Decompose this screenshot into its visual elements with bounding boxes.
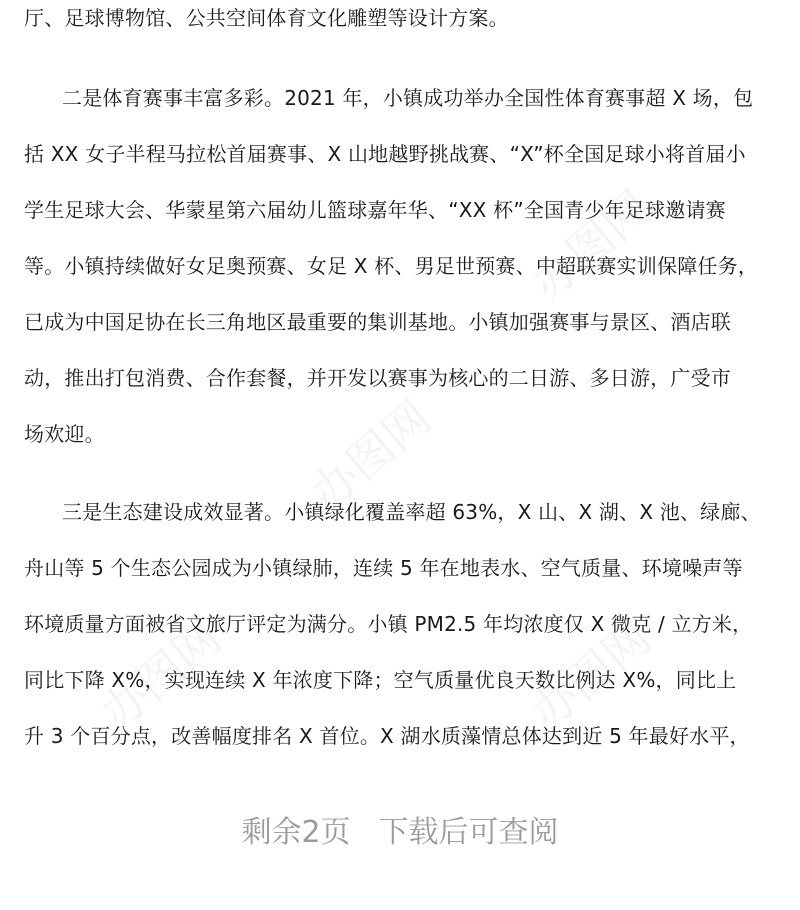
download-prompt[interactable] [0,808,800,858]
paragraph-line: 舟山等 5 个生态公园成为小镇绿肺，连续 5 年在地表水、空气质量、环境噪声等 [24,556,743,580]
watermark: 办图网 [520,610,662,741]
paragraph-line: 同比下降 X%，实现连续 X 年浓度下降；空气质量优良天数比例达 X%，同比上 [24,668,737,692]
paragraph-line: 厅、足球博物馆、公共空间体育文化雕塑等设计方案。 [24,6,509,30]
watermark: 办图网 [90,610,232,741]
paragraph-line: 已成为中国足协在长三角地区最重要的集训基地。小镇加强赛事与景区、酒店联 [24,310,731,334]
download-to-view-label[interactable]: 下载后可查阅 [378,815,559,850]
remaining-pages-label: 剩余2页 [241,815,351,850]
watermark: 办图网 [520,180,662,311]
paragraph-line: 环境质量方面被省文旅厅评定为满分。小镇 PM2.5 年均浓度仅 X 微克 / 立方米， [24,612,753,636]
paragraph-line: 场欢迎。 [24,422,105,446]
paragraph-line: 括 XX 女子半程马拉松首届赛事、X 山地越野挑战赛、“X”杯全国足球小将首届小 [24,142,746,166]
paragraph-line: 三是生态建设成效显著。小镇绿化覆盖率超 63%，X 山、X 湖、X 池、绿廊、 [62,500,761,524]
paragraph-line: 升 3 个百分点，改善幅度排名 X 首位。X 湖水质藻情总体达到近 5 年最好水平， [24,724,750,748]
paragraph-line: 二是体育赛事丰富多彩。2021 年，小镇成功举办全国性体育赛事超 X 场，包 [62,86,754,110]
paragraph-line: 等。小镇持续做好女足奥预赛、女足 X 杯、男足世预赛、中超联赛实训保障任务， [24,254,759,278]
paragraph-line: 学生足球大会、华蒙星第六届幼儿篮球嘉年华、“XX 杯”全国青少年足球邀请赛 [24,198,726,222]
watermark: 办图网 [300,390,442,521]
paragraph-line: 动，推出打包消费、合作套餐，并开发以赛事为核心的二日游、多日游，广受市 [24,366,731,390]
